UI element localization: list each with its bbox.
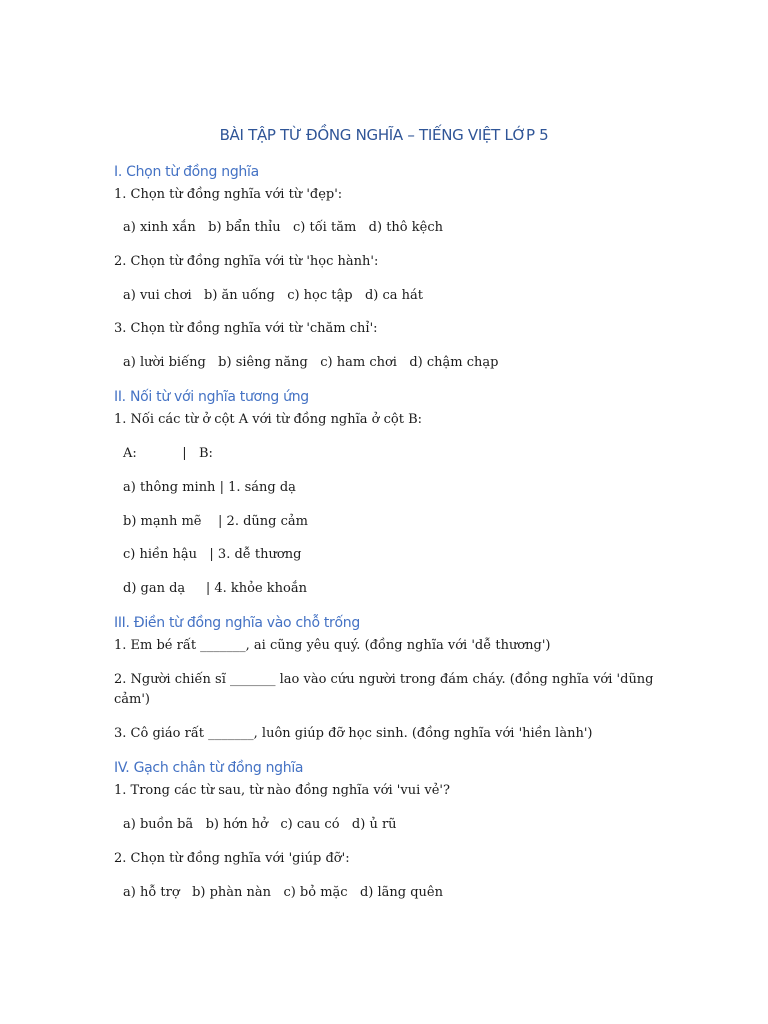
match-row: b) mạnh mẽ | 2. dũng cảm [123, 514, 308, 529]
section-3 [114, 613, 654, 744]
section-heading: III. Điền từ đồng nghĩa vào chỗ trống [114, 615, 360, 631]
question-text: 1. Em bé rất _______, ai cũng yêu quý. (đồng nghĩa với 'dễ thương') [114, 638, 551, 653]
section-heading: II. Nối từ với nghĩa tương ứng [114, 389, 309, 405]
question-text: 1. Chọn từ đồng nghĩa với từ 'đẹp': [114, 187, 343, 202]
section-2 [114, 387, 654, 599]
question-text: 2. Chọn từ đồng nghĩa với từ 'học hành': [114, 254, 379, 269]
question-text: 3. Chọn từ đồng nghĩa với từ 'chăm chỉ': [114, 321, 378, 336]
answer-options: a) xinh xắn b) bẩn thỉu c) tối tăm d) thô kệch [123, 220, 443, 235]
question-text: 2. Người chiến sĩ _______ lao vào cứu người trong đám cháy. (đồng nghĩa với 'dũng cảm') [114, 672, 654, 707]
match-row: a) thông minh | 1. sáng dạ [123, 480, 296, 495]
document-title: BÀI TẬP TỪ ĐỒNG NGHĨA – TIẾNG VIỆT LỚP 5 [219, 126, 549, 144]
match-row: c) hiền hậu | 3. dễ thương [123, 547, 302, 562]
answer-options: a) hỗ trợ b) phàn nàn c) bỏ mặc d) lãng quên [123, 885, 443, 900]
section-4 [114, 758, 654, 903]
question-text: 2. Chọn từ đồng nghĩa với 'giúp đỡ': [114, 851, 350, 866]
question-text: 1. Nối các từ ở cột A với từ đồng nghĩa ở cột B: [114, 412, 423, 427]
answer-options: a) lười biếng b) siêng năng c) ham chơi d) chậm chạp [123, 355, 499, 370]
match-row: A: | B: [123, 446, 213, 461]
section-heading: I. Chọn từ đồng nghĩa [114, 164, 259, 180]
match-row: d) gan dạ | 4. khỏe khoắn [123, 581, 307, 596]
section-heading: IV. Gạch chân từ đồng nghĩa [114, 760, 304, 776]
document-body [114, 162, 654, 903]
answer-options: a) buồn bã b) hớn hở c) cau có d) ủ rũ [123, 817, 397, 832]
question-text: 1. Trong các từ sau, từ nào đồng nghĩa với 'vui vẻ'? [114, 783, 450, 798]
section-1 [114, 162, 654, 373]
question-text: 3. Cô giáo rất _______, luôn giúp đỡ học sinh. (đồng nghĩa với 'hiền lành') [114, 726, 593, 741]
answer-options: a) vui chơi b) ăn uống c) học tập d) ca hát [123, 288, 424, 303]
